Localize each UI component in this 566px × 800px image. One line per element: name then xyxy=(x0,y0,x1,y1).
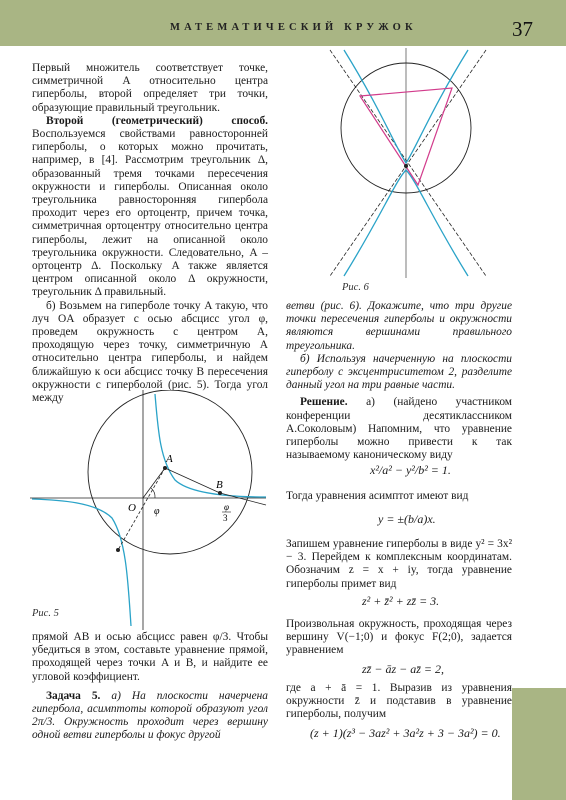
figure-6 xyxy=(300,48,510,278)
paragraph: Второй (геометрический) способ. Воспользуемся свойствами равносторонней гиперболы, о которых можно прочитать, например, в [4]. Рассмотрим треугольник Δ, образованный тремя точками пересечения окружности и гиперболы. Описанная около треугольника равносторонняя гипербола проходит через его ортоцентр, причем точка, симметричная ортоцентру относительно центра гиперболы, лежит на описанной около треугольника окружности. Следовательно, A – ортоцентр Δ. Поскольку A также является центром описанной около Δ окружности, треугольник Δ правильный. xyxy=(32,114,268,299)
running-header: МАТЕМАТИЧЕСКИЙ КРУЖОК xyxy=(170,22,417,33)
paragraph: ветви (рис. 6). Докажите, что три другие точки пересечения гиперболы и окружности являются вершинами правильного треугольника. xyxy=(286,300,512,352)
paragraph: Запишем уравнение гиперболы в виде y² = 3x² − 3. Перейдем к комплексным координатам. Обозначим z = x + iy, тогда уравнение гиперболы примет вид xyxy=(286,538,512,590)
task-heading: Задача 5. xyxy=(46,689,101,702)
paragraph: прямой AB и осью абсцисс равен φ/3. Чтобы убедиться в этом, составьте уравнение прямой, проходящей через точки A и B, и найдите ее угловой коэффициент. xyxy=(32,631,268,683)
paragraph: Произвольная окружность, проходящая через вершину V(−1;0) и фокус F(2;0), задается уравнением xyxy=(286,618,512,657)
label-phi: φ xyxy=(154,506,160,517)
method-heading: Второй (геометрический) способ. xyxy=(46,114,268,127)
solution-paragraph: Решение. а) (найдено участником конференции десятиклассником А.Соколовым) Напомним, что уравнение гиперболы можно привести к так называемому каноническому виду xyxy=(286,396,512,462)
figure-6-caption: Рис. 6 xyxy=(342,282,369,293)
right-column-3 xyxy=(286,538,512,591)
label-o: O xyxy=(128,502,136,514)
label-a: A xyxy=(166,453,173,465)
hyperbola-branch-left xyxy=(32,499,131,626)
paragraph: Первый множитель соответствует точке, симметричной A относительно центра гиперболы, второй определяет три точки, образующие правильный треугольник. xyxy=(32,62,268,114)
vertex-point xyxy=(404,164,408,168)
equation-asymptotes: y = ±(b/a)x. xyxy=(378,512,436,526)
label-phi3-den: 3 xyxy=(223,513,228,523)
side-color-block xyxy=(512,688,566,800)
figure-5 xyxy=(30,390,270,630)
page-number: 37 xyxy=(512,17,533,41)
figure-5-caption: Рис. 5 xyxy=(32,608,59,619)
hyperbola-branch-right xyxy=(155,394,266,497)
point-symmetric xyxy=(116,548,120,552)
label-b: B xyxy=(216,479,223,491)
equation-circle: zz̄ − āz − az̄ = 2, xyxy=(362,662,444,676)
equation-factored: (z + 1)(z³ − 3az² + 3a²z + 3 − 3a²) = 0. xyxy=(310,726,501,740)
paragraph: б) Используя начерченную на плоскости гиперболу с эксцентриситетом 2, разделите данный угол на три равные части. xyxy=(286,352,512,392)
left-column-top xyxy=(32,62,268,405)
point-a xyxy=(163,466,167,470)
task-paragraph: Задача 5. а) На плоскости начерчена гипербола, асимптоты которой образуют угол 2π/3. Окружность проходит через вершину одной ветви гиперболы и фокус другой xyxy=(32,689,268,742)
point-b xyxy=(218,491,222,495)
left-column-bottom xyxy=(32,631,268,743)
right-column xyxy=(286,300,512,462)
solution-heading: Решение. xyxy=(300,396,348,409)
right-column-2 xyxy=(286,490,512,503)
ray-oa xyxy=(143,468,165,498)
angle-arc xyxy=(151,488,155,498)
equation-complex: z² + z̄² + zz̄ = 3. xyxy=(362,594,440,608)
paragraph: где a + ā = 1. Выразив из уравнения окружности z̄ и подставив в уравнение гиперболы, получим xyxy=(286,682,512,721)
paragraph: Тогда уравнения асимптот имеют вид xyxy=(286,490,469,502)
right-column-5 xyxy=(286,682,512,722)
label-phi3-num: φ xyxy=(224,502,229,512)
paragraph: б) Возьмем на гиперболе точку A такую, что луч OA образует с осью абсцисс угол φ, проведем окружность с центром A, проходящую через точку, симметричную A относительно центра гиперболы, и найдем ближайшую к оси абсцисс точку B пересечения окружности с гиперболой (рис. 5). Тогда угол между xyxy=(32,299,268,405)
equation-canonical: x²/a² − y²/b² = 1. xyxy=(370,463,451,477)
right-column-4 xyxy=(286,618,512,658)
